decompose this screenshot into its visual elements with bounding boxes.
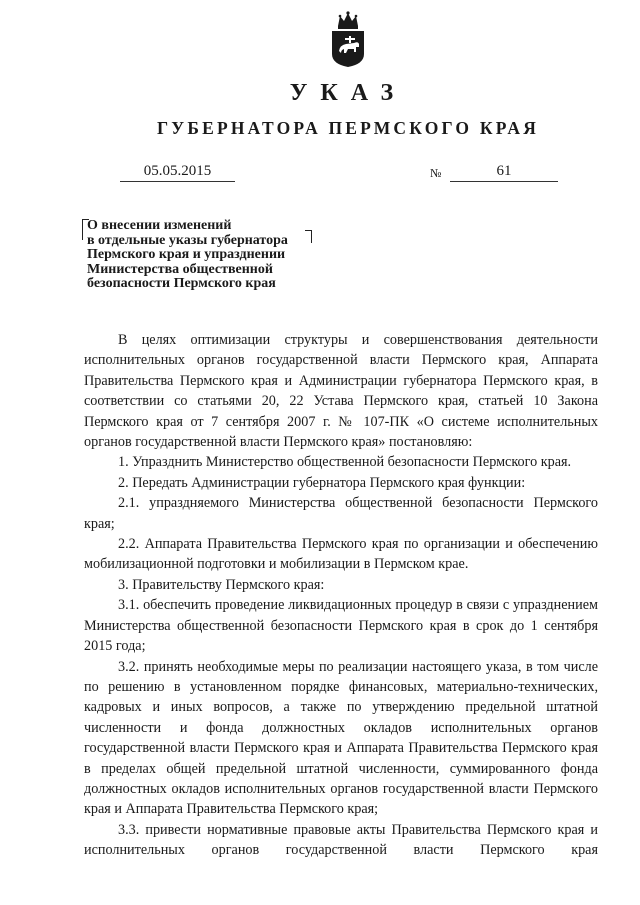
body-paragraph: 2.1. упраздняемого Министерства общественной безопасности Пермского края; — [84, 495, 598, 532]
document-date: 05.05.2015 — [120, 163, 235, 182]
body-paragraph: 2.2. Аппарата Правительства Пермского края по организации и обеспечению мобилизационной подготовки и мобилизации в Пермском крае. — [84, 536, 598, 573]
body-paragraph: 3. Правительству Пермского края: — [118, 576, 325, 593]
body-paragraph: В целях оптимизации структуры и совершенствования деятельности исполнительных органов государственной власти Пермского края, Аппарата Правительства Пермского края и Администрации губернатора Пермского края, в соответствии со статьями 20, 22 Устава Пермского края, статьей 10 Закона Пермского края от 7 сентября 2007 г. № 107-ПК «О системе исполнительных органов государственной власти Пермского края» постановляю: — [84, 332, 598, 451]
heading-line: в отдельные указы губернатора — [87, 232, 288, 248]
body-paragraph: 1. Упразднить Министерство общественной безопасности Пермского края. — [118, 454, 572, 471]
body-paragraph: 3.2. принять необходимые меры по реализации настоящего указа, в том числе по решению в установленном порядке финансовых, материально-технических, кадровых и иных вопросов, а также по утверждению предельной штатной численности и фонда должностных окладов исполнительных органов государственной власти Пермского края и Аппарата Правительства Пермского края в пределах общей предельной штатной численности, суммированного фонда должностных окладов исполнительных органов государственной власти Пермского края и Аппарата Правительства Пермского края; — [84, 658, 598, 818]
body-paragraph: 3.3. привести нормативные правовые акты Правительства Пермского края и исполнительных органов государственной власти Пермского края — [84, 821, 598, 859]
document-heading — [87, 219, 327, 292]
document-body — [84, 330, 598, 861]
number-sign: № — [430, 166, 442, 180]
heading-line: О внесении изменений — [87, 218, 232, 233]
document-title: УКАЗ — [289, 80, 407, 106]
document-subtitle: ГУБЕРНАТОРА ПЕРМСКОГО КРАЯ — [156, 118, 540, 138]
heading-line: безопасности Пермского края — [87, 276, 276, 291]
document-number: 61 — [450, 163, 558, 182]
body-paragraph: 3.1. обеспечить проведение ликвидационных процедур в связи с упразднением Министерства общественной безопасности Пермского края в срок до 1 сентября 2015 года; — [84, 597, 598, 655]
heading-line: Министерства общественной — [87, 261, 273, 277]
perm-krai-coat-of-arms-icon — [328, 10, 368, 68]
body-paragraph: 2. Передать Администрации губернатора Пермского края функции: — [118, 474, 526, 491]
heading-line: Пермского края и упразднении — [87, 247, 286, 262]
